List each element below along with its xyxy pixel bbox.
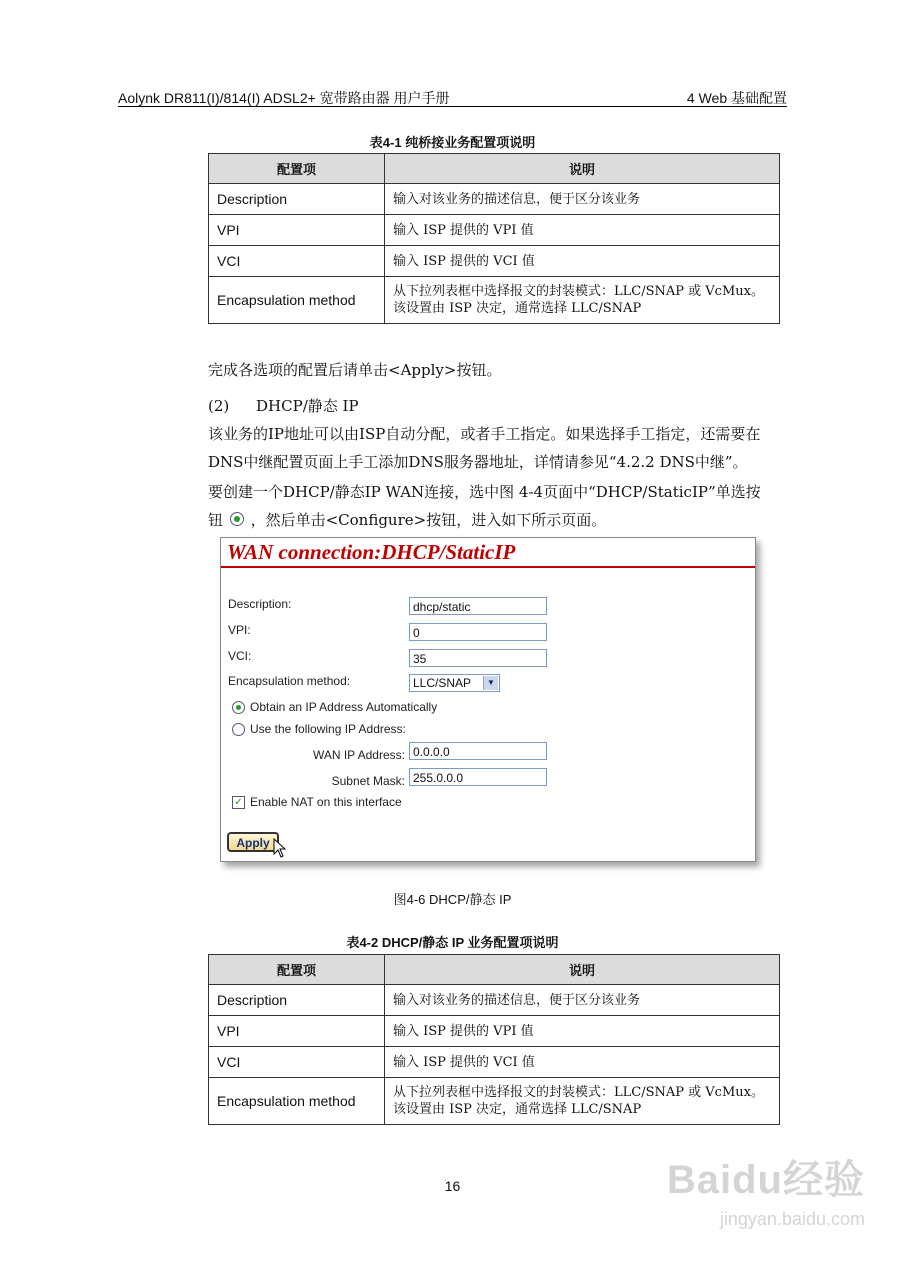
paragraph-text: 钮 xyxy=(208,511,224,529)
table-header-cell: 说明 xyxy=(385,955,780,985)
table-header-cell: 配置项 xyxy=(209,154,385,184)
subnet-mask-label: Subnet Mask: xyxy=(331,774,405,788)
table2 xyxy=(208,954,780,1125)
panel-title: WAN connection:DHCP/StaticIP xyxy=(227,540,516,564)
table1 xyxy=(208,153,780,324)
use-following-radio[interactable] xyxy=(232,723,245,736)
table-cell: VPI xyxy=(209,1016,385,1047)
section-number: (2) xyxy=(208,397,230,415)
figure-caption: 图4-6 DHCP/静态 IP xyxy=(393,892,512,907)
description-label: Description: xyxy=(228,597,292,611)
subnet-mask-input[interactable]: 255.0.0.0 xyxy=(409,768,547,786)
table-header-cell: 配置项 xyxy=(209,955,385,985)
table-cell-line: 从下拉列表框中选择报文的封装模式：LLC/SNAP 或 VcMux。 xyxy=(393,1085,764,1100)
watermark-url: jingyan.baidu.com xyxy=(719,1209,865,1229)
paragraph-ip xyxy=(208,420,788,476)
header-chapter: 4 Web 基础配置 xyxy=(686,90,787,106)
header-title: Aolynk DR811(I)/814(I) ADSL2+ 宽带路由器 用户手册 xyxy=(118,90,450,106)
apply-button[interactable]: Apply xyxy=(227,832,279,852)
encapsulation-select[interactable] xyxy=(409,674,500,692)
table-row xyxy=(209,1078,780,1125)
table-row xyxy=(209,246,780,277)
table-cell: VCI xyxy=(209,246,385,277)
table-row xyxy=(209,1047,780,1078)
table-cell: Encapsulation method xyxy=(209,1078,385,1125)
wan-ip-label: WAN IP Address: xyxy=(312,748,405,762)
wan-ip-input[interactable]: 0.0.0.0 xyxy=(409,742,547,760)
baidu-watermark xyxy=(667,1148,865,1230)
header-rule xyxy=(118,106,787,107)
table-cell-line: 该设置由 ISP 决定，通常选择 LLC/SNAP xyxy=(393,301,642,316)
description-input[interactable]: dhcp/static xyxy=(409,597,547,615)
paragraph-apply: 完成各选项的配置后请单击<Apply>按钮。 xyxy=(208,361,502,379)
table-row xyxy=(209,985,780,1016)
table-row xyxy=(209,1016,780,1047)
chevron-down-icon[interactable]: ▼ xyxy=(483,676,498,690)
encapsulation-selected-value: LLC/SNAP xyxy=(413,676,472,690)
section-title: DHCP/静态 IP xyxy=(256,397,359,415)
mouse-cursor-icon xyxy=(273,838,287,858)
table-header-row xyxy=(209,955,780,985)
enable-nat-label: Enable NAT on this interface xyxy=(250,795,402,809)
paragraph-text: ，然后单击<Configure>按钮，进入如下所示页面。 xyxy=(250,511,607,529)
watermark-brand: Baidu经验 xyxy=(666,1158,865,1202)
table-cell-line: 该设置由 ISP 决定，通常选择 LLC/SNAP xyxy=(393,1102,642,1117)
table-cell xyxy=(385,277,780,324)
encapsulation-label: Encapsulation method: xyxy=(228,674,351,688)
obtain-auto-label: Obtain an IP Address Automatically xyxy=(250,700,438,714)
vpi-label: VPI: xyxy=(228,623,251,637)
table-cell: Description xyxy=(209,985,385,1016)
vpi-input[interactable]: 0 xyxy=(409,623,547,641)
paragraph-create xyxy=(208,478,788,534)
table-cell: 输入对该业务的描述信息，便于区分该业务 xyxy=(385,985,780,1016)
paragraph-line: 要创建一个DHCP/静态IP WAN连接，选中图 4-4页面中“DHCP/StaticIP”单选按 xyxy=(208,483,761,501)
table-cell: 输入对该业务的描述信息，便于区分该业务 xyxy=(385,184,780,215)
table-cell: Description xyxy=(209,184,385,215)
panel-title-rule xyxy=(221,566,755,568)
vci-input[interactable]: 35 xyxy=(409,649,547,667)
paragraph-line: 该业务的IP地址可以由ISP自动分配，或者手工指定。如果选择手工指定，还需要在 xyxy=(208,425,761,443)
table-cell xyxy=(385,1078,780,1125)
table-header-row xyxy=(209,154,780,184)
table-cell: 输入 ISP 提供的 VPI 值 xyxy=(385,1016,780,1047)
table-header-cell: 说明 xyxy=(385,154,780,184)
table-row xyxy=(209,184,780,215)
table1-caption: 表4-1 纯桥接业务配置项说明 xyxy=(369,135,536,150)
vci-label: VCI: xyxy=(228,649,252,663)
table-cell-line: 从下拉列表框中选择报文的封装模式：LLC/SNAP 或 VcMux。 xyxy=(393,284,764,299)
table-cell: 输入 ISP 提供的 VCI 值 xyxy=(385,246,780,277)
table2-caption: 表4-2 DHCP/静态 IP 业务配置项说明 xyxy=(346,935,559,950)
section-heading xyxy=(208,392,788,420)
paragraph-line xyxy=(208,506,788,534)
table-row xyxy=(209,277,780,324)
obtain-auto-radio[interactable] xyxy=(232,701,245,714)
table-cell: Encapsulation method xyxy=(209,277,385,324)
table-cell: 输入 ISP 提供的 VCI 值 xyxy=(385,1047,780,1078)
table-row xyxy=(209,215,780,246)
radio-selected-icon xyxy=(230,512,244,526)
table-cell: 输入 ISP 提供的 VPI 值 xyxy=(385,215,780,246)
paragraph-line: DNS中继配置页面上手工添加DNS服务器地址，详情请参见“4.2.2 DNS中继”。 xyxy=(208,453,748,471)
use-following-label: Use the following IP Address: xyxy=(250,722,406,736)
enable-nat-checkbox[interactable]: ✓ xyxy=(232,796,245,809)
wan-connection-panel xyxy=(220,537,756,862)
table-cell: VCI xyxy=(209,1047,385,1078)
table-cell: VPI xyxy=(209,215,385,246)
page-number: 16 xyxy=(444,1178,461,1194)
